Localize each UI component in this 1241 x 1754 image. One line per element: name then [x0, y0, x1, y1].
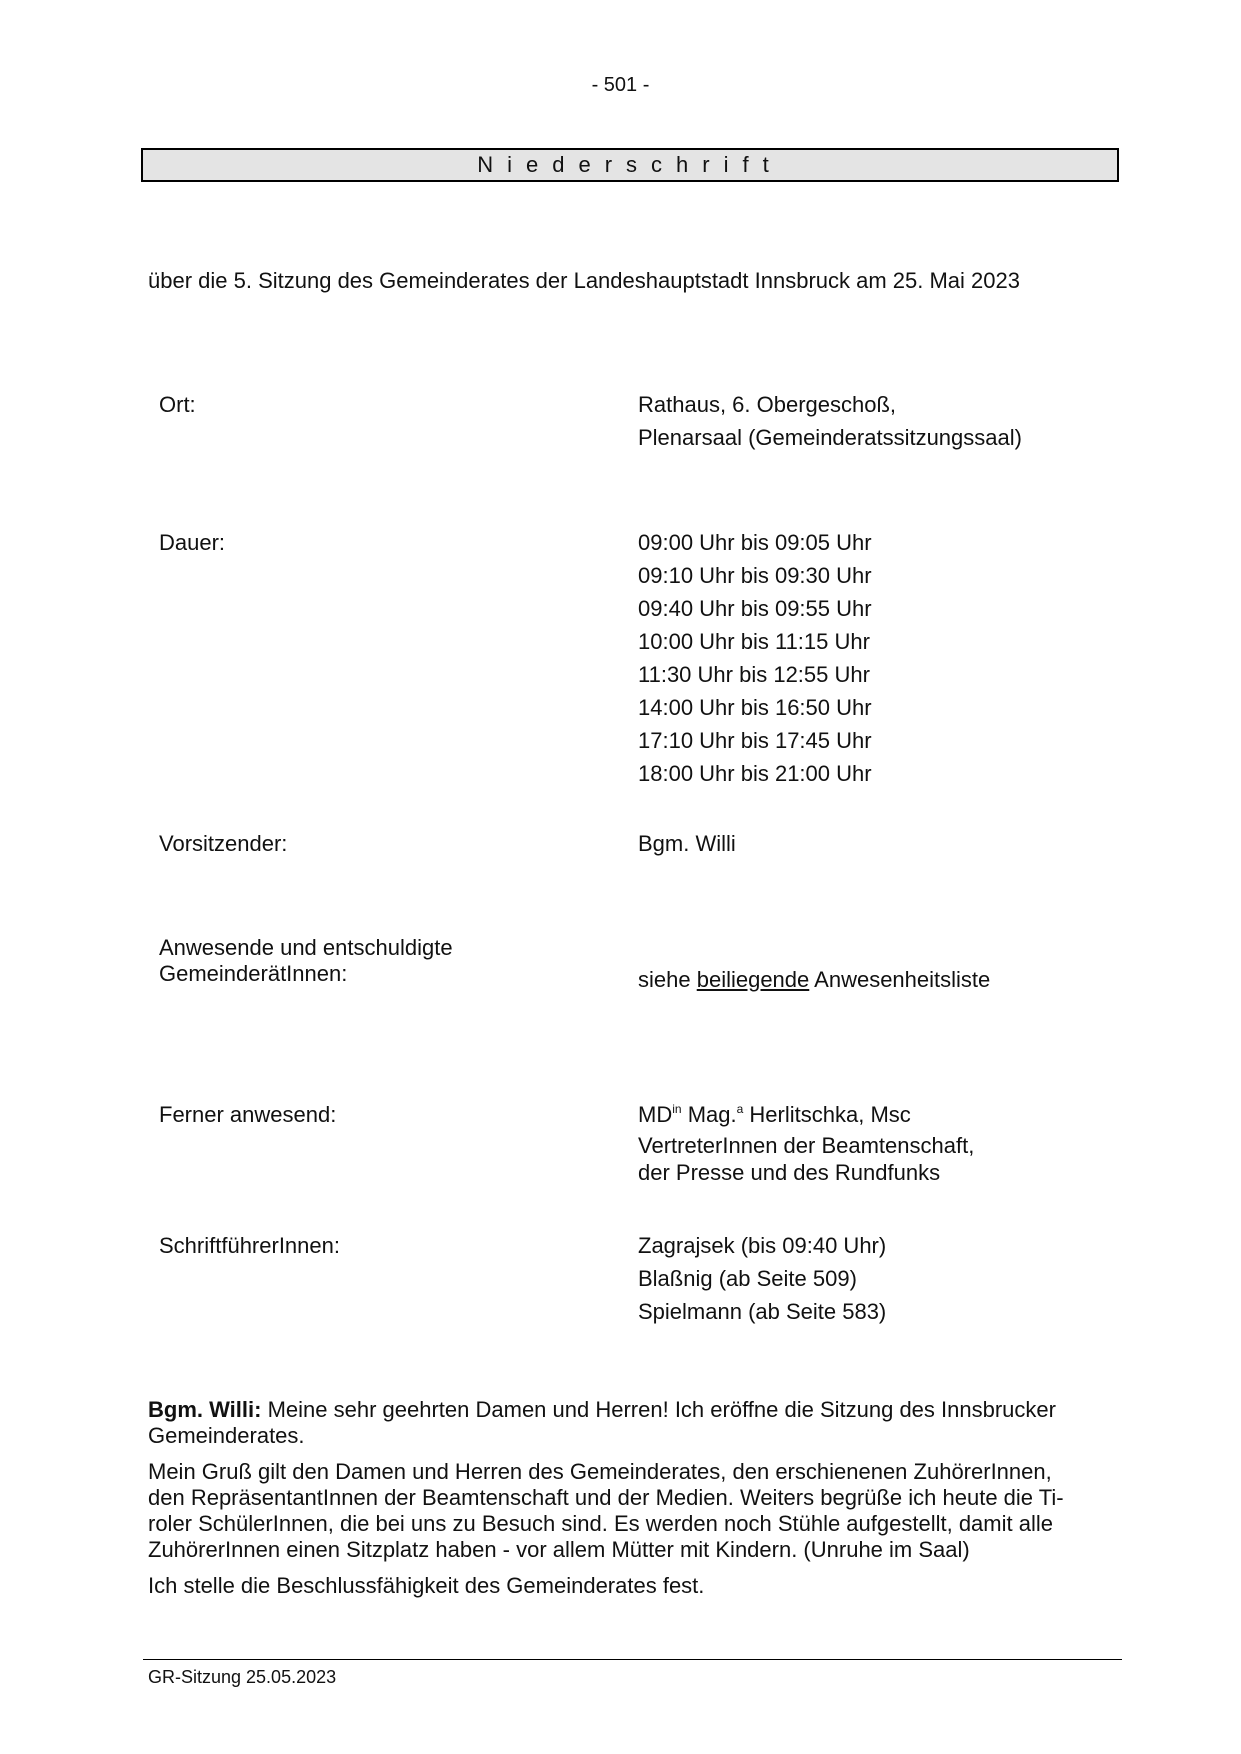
ferner-line-director [638, 1101, 974, 1128]
vorsitzender-label: Vorsitzender: [159, 831, 288, 856]
ferner-md-sup: in [672, 1102, 682, 1116]
schriftfuehrer-line: Blaßnig (ab Seite 509) [638, 1266, 857, 1291]
dauer-line: 14:00 Uhr bis 16:50 Uhr [638, 695, 872, 720]
dauer-line: 09:00 Uhr bis 09:05 Uhr [638, 530, 872, 555]
anwesende-underlined: beiliegende [696, 967, 810, 992]
schriftfuehrer-value [638, 1229, 886, 1328]
vorsitzender-value [638, 827, 736, 860]
document-title: Niederschrift [141, 148, 1119, 182]
dauer-line: 09:10 Uhr bis 09:30 Uhr [638, 563, 872, 588]
ferner-mag: Mag. [687, 1102, 737, 1127]
ferner-line: VertreterInnen der Beamtenschaft, [638, 1133, 975, 1158]
speech-line: ZuhörerInnen einen Sitzplatz haben - vor allem Mütter mit Kindern. (Unruhe im Saal) [148, 1537, 970, 1562]
speech-paragraph [148, 1573, 1108, 1599]
anwesende-suffix: Anwesenheitsliste [809, 967, 991, 992]
vorsitzender-name: Bgm. Willi [638, 831, 736, 856]
schriftfuehrer-line: Spielmann (ab Seite 583) [638, 1299, 887, 1324]
ferner-name: Herlitschka, Msc [749, 1102, 911, 1127]
ort-value [638, 388, 1022, 454]
ferner-label: Ferner anwesend: [159, 1102, 337, 1127]
page-number: - 501 - [591, 74, 650, 96]
ferner-value [638, 1101, 974, 1186]
schriftfuehrer-label: SchriftführerInnen: [159, 1233, 340, 1258]
speech-section [148, 1397, 1108, 1609]
footer-text: GR-Sitzung 25.05.2023 [148, 1667, 337, 1687]
footer-divider [143, 1659, 1122, 1660]
speech-text: Meine sehr geehrten Damen und Herren! Ich eröffne die Sitzung des Innsbrucker Gemeinderates. [148, 1397, 1056, 1448]
dauer-label: Dauer: [159, 530, 226, 555]
speaker-name: Bgm. Willi: [148, 1397, 262, 1422]
speech-line: Mein Gruß gilt den Damen und Herren des Gemeinderates, den erschienenen ZuhörerInnen, [148, 1459, 1052, 1484]
dauer-line: 10:00 Uhr bis 11:15 Uhr [638, 629, 870, 654]
intro-text: über die 5. Sitzung des Gemeinderates der Landeshauptstadt Innsbruck am 25. Mai 2023 [148, 268, 1020, 293]
anwesende-value [638, 963, 990, 996]
dauer-line: 17:10 Uhr bis 17:45 Uhr [638, 728, 872, 753]
speech-text: Ich stelle die Beschlussfähigkeit des Gemeinderates fest. [148, 1573, 705, 1598]
dauer-value [638, 526, 872, 790]
speech-line: roler SchülerInnen, die bei uns zu Besuch sind. Es werden noch Stühle aufgestellt, damit alle [148, 1511, 1053, 1536]
speech-paragraph [148, 1459, 1108, 1563]
dauer-line: 11:30 Uhr bis 12:55 Uhr [638, 662, 870, 687]
anwesende-value-line [638, 963, 990, 996]
dauer-line: 09:40 Uhr bis 09:55 Uhr [638, 596, 872, 621]
anwesende-label [159, 935, 453, 987]
anwesende-label-line: Anwesende und entschuldigte [159, 935, 453, 960]
anwesende-prefix: siehe [638, 967, 697, 992]
anwesende-label-line: GemeinderätInnen: [159, 961, 348, 986]
ferner-line: der Presse und des Rundfunks [638, 1160, 941, 1185]
speech-line: den RepräsentantInnen der Beamtenschaft und der Medien. Weiters begrüße ich heute die Ti- [148, 1485, 1064, 1510]
dauer-line: 18:00 Uhr bis 21:00 Uhr [638, 761, 872, 786]
ferner-md: MD [638, 1102, 673, 1127]
ferner-mag-sup: a [736, 1102, 744, 1116]
ort-line: Plenarsaal (Gemeinderatssitzungssaal) [638, 425, 1022, 450]
schriftfuehrer-line: Zagrajsek (bis 09:40 Uhr) [638, 1233, 887, 1258]
ort-line: Rathaus, 6. Obergeschoß, [638, 392, 897, 417]
speech-paragraph [148, 1397, 1108, 1449]
ort-label: Ort: [159, 392, 196, 417]
